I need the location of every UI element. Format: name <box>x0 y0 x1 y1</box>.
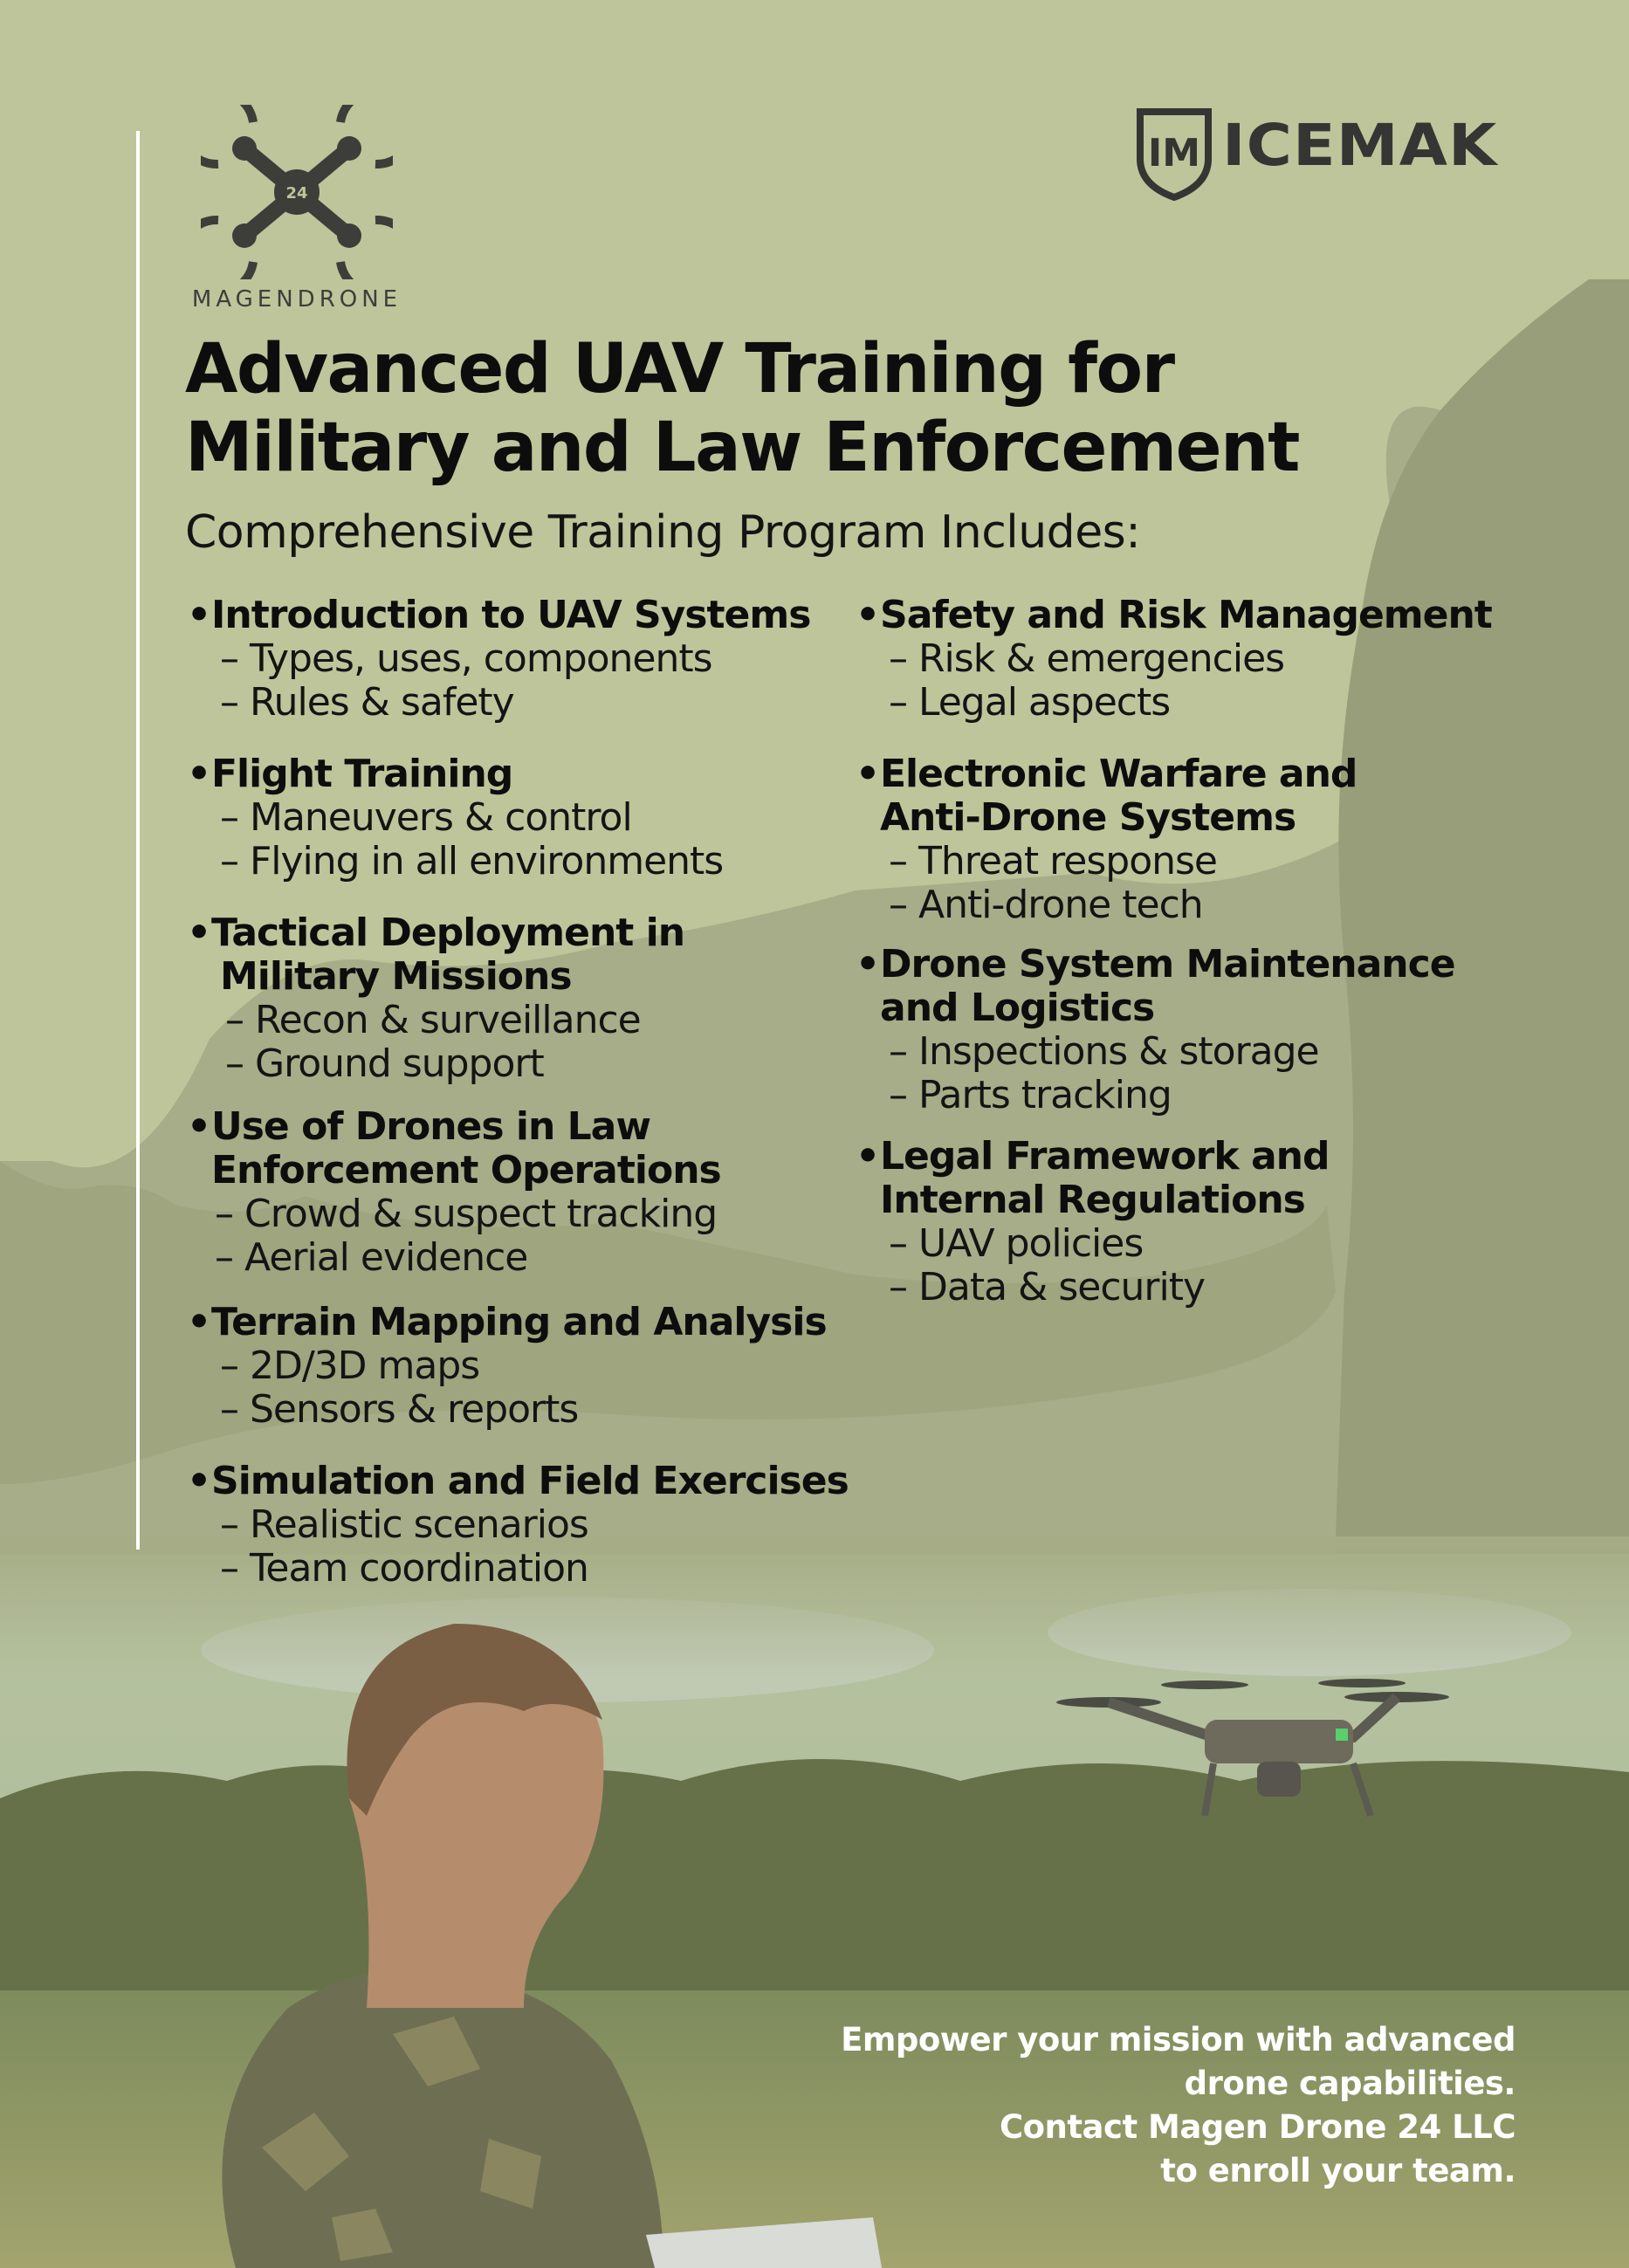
program-point: – UAV policies <box>889 1221 1144 1266</box>
program-point: – Realistic scenarios <box>220 1502 588 1547</box>
program-heading: Anti-Drone Systems <box>880 795 1296 840</box>
program-point: – Maneuvers & control <box>220 795 632 840</box>
program-point: – Anti-drone tech <box>889 883 1203 927</box>
program-heading: • Safety and Risk Management <box>856 593 1492 637</box>
program-heading: • Flight Training <box>187 752 513 796</box>
program-item <box>185 911 866 1086</box>
svg-text:IM: IM <box>1147 131 1201 175</box>
quadcopter-icon <box>201 105 393 279</box>
program-heading: • Use of Drones in Law <box>187 1104 650 1149</box>
program-point: – Sensors & reports <box>220 1387 579 1432</box>
title-line: Military and Law Enforcement <box>185 409 1299 487</box>
program-point: – Inspections & storage <box>889 1029 1319 1074</box>
magendrone-logo <box>188 105 406 314</box>
treeline <box>0 1759 1629 2008</box>
program-item <box>185 1105 866 1280</box>
program-heading: • Electronic Warfare and <box>856 752 1358 796</box>
program-heading: • Terrain Mapping and Analysis <box>187 1300 827 1344</box>
program-point: – Rules & safety <box>220 680 514 725</box>
program-item <box>185 1460 866 1591</box>
shield-icon <box>1135 107 1213 201</box>
program-point: – 2D/3D maps <box>220 1344 480 1388</box>
program-point: – Ground support <box>225 1041 544 1086</box>
program-point: – Recon & surveillance <box>225 998 641 1042</box>
magendrone-wordmark: MAGENDRONE <box>191 286 402 313</box>
program-point: – Threat response <box>889 839 1217 883</box>
program-item <box>185 1301 866 1432</box>
page-title <box>185 330 1495 487</box>
title-line: Advanced UAV Training for <box>185 330 1174 409</box>
cta-line: Contact Magen Drone 24 LLC <box>999 2108 1516 2146</box>
program-heading: Military Missions <box>220 954 572 999</box>
cta-line: Empower your mission with advanced <box>841 2021 1516 2058</box>
call-to-action <box>730 2018 1516 2193</box>
program-heading: • Introduction to UAV Systems <box>187 593 811 637</box>
section-subtitle: Comprehensive Training Program Includes: <box>185 506 1141 559</box>
program-heading: and Logistics <box>880 986 1155 1030</box>
program-item <box>854 594 1552 725</box>
program-point: – Team coordination <box>220 1546 588 1591</box>
vertical-divider-line <box>136 131 140 1550</box>
program-heading: • Drone System Maintenance <box>856 942 1455 986</box>
program-item <box>854 943 1552 1117</box>
svg-text:24: 24 <box>285 184 308 203</box>
program-heading: • Legal Framework and <box>856 1134 1330 1179</box>
program-point: – Risk & emergencies <box>889 636 1285 681</box>
program-point: – Aerial evidence <box>215 1235 528 1280</box>
program-item <box>185 753 866 883</box>
cta-line: drone capabilities. <box>1184 2065 1516 2102</box>
program-heading: Internal Regulations <box>880 1178 1305 1222</box>
program-point: – Data & security <box>889 1265 1206 1309</box>
program-point: – Legal aspects <box>889 680 1171 725</box>
cta-line: to enroll your team. <box>1160 2152 1516 2189</box>
program-heading: • Tactical Deployment in <box>187 911 685 955</box>
program-item <box>185 594 866 725</box>
program-item <box>854 1135 1552 1309</box>
program-point: – Crowd & suspect tracking <box>215 1192 718 1236</box>
program-point: – Flying in all environments <box>220 839 724 883</box>
program-heading: • Simulation and Field Exercises <box>187 1459 849 1503</box>
program-point: – Types, uses, components <box>220 636 712 681</box>
icemak-wordmark: ICEMAK <box>1222 112 1498 179</box>
program-point: – Parts tracking <box>889 1073 1172 1117</box>
program-heading: Enforcement Operations <box>211 1148 721 1192</box>
icemak-logo <box>1135 107 1519 203</box>
program-item <box>854 753 1552 927</box>
